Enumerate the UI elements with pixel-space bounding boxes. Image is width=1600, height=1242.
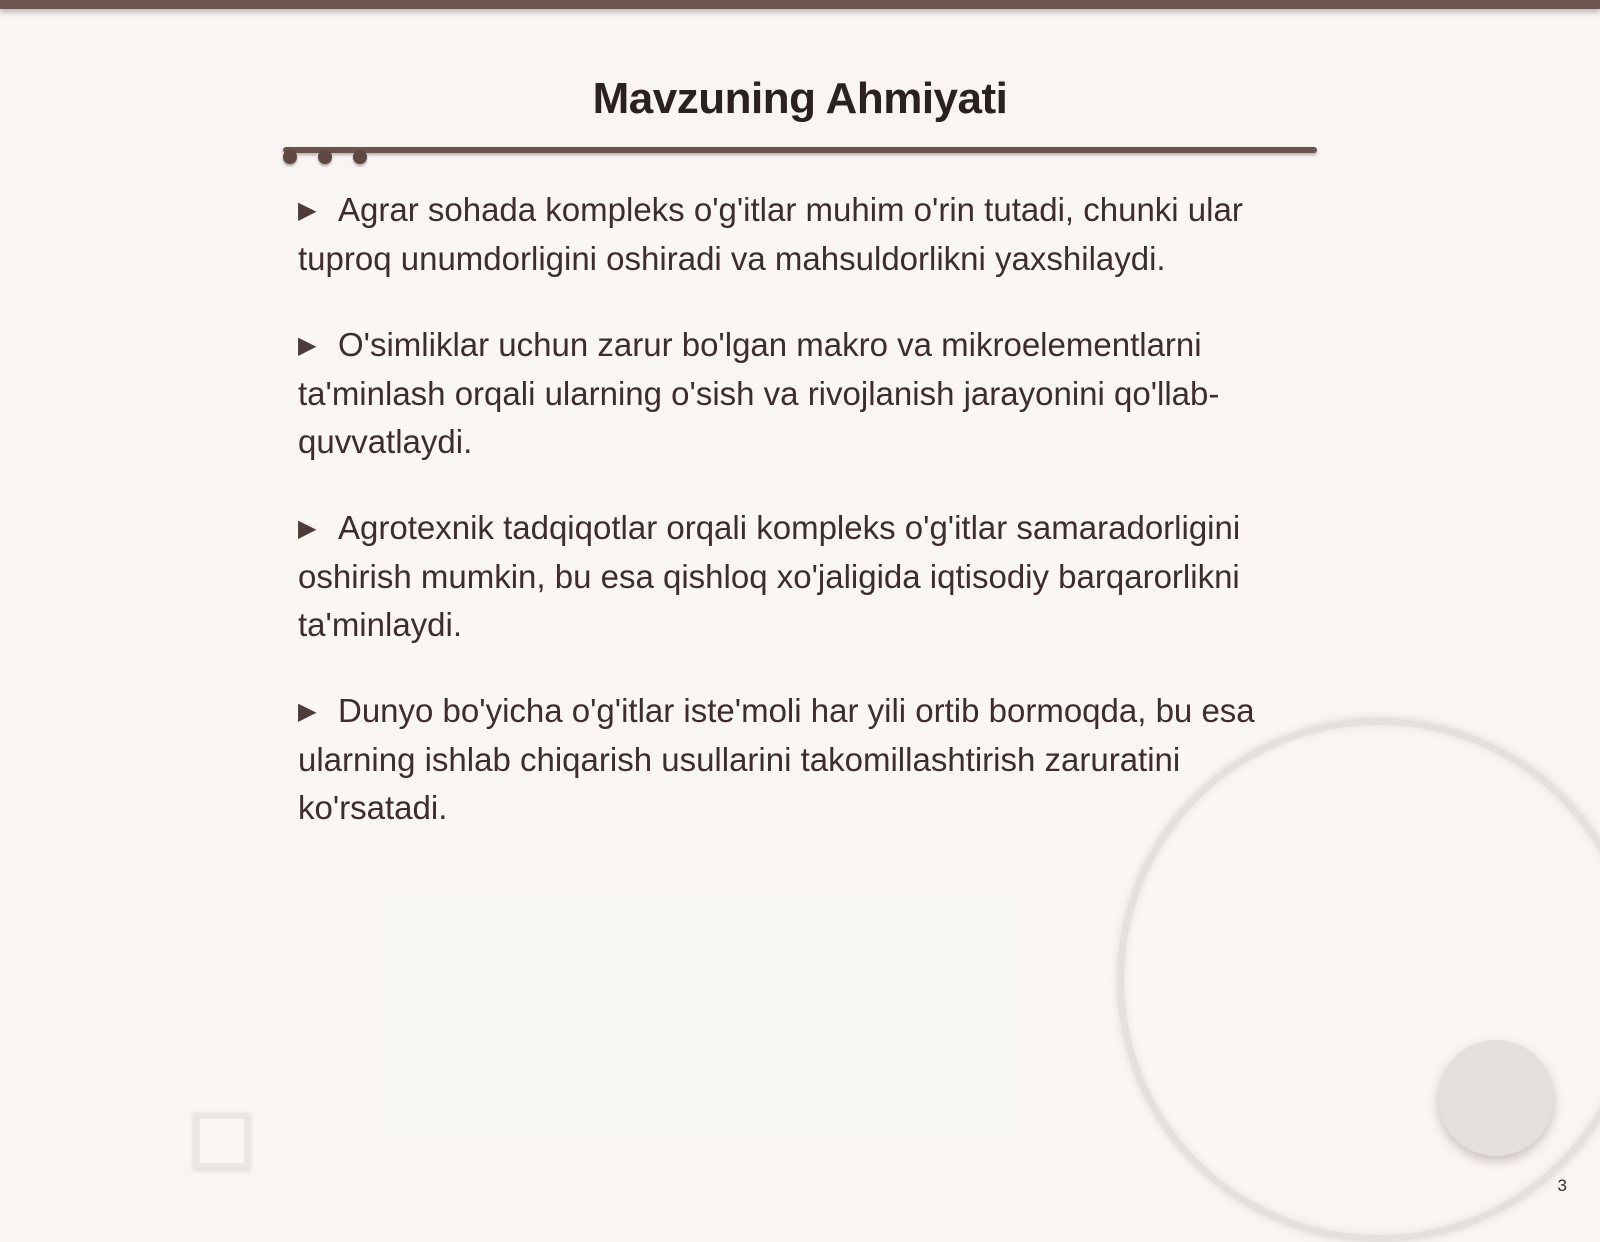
bullet-list: [298, 186, 1308, 870]
top-accent-bar: [0, 0, 1600, 9]
decorative-dot: [283, 150, 297, 164]
bullet-text: Agrar sohada kompleks o'g'itlar muhim o'rin tutadi, chunki ular tuproq unumdorligini oshiradi va mahsuldorlikni yaxshilaydi.: [298, 191, 1243, 277]
bullet-text: O'simliklar uchun zarur bo'lgan makro va mikroelementlarni ta'minlash orqali ularning o'sish va rivojlanish jarayonini qo'llab-quvvatlaydi.: [298, 326, 1220, 460]
decorative-dot: [353, 150, 367, 164]
slide-title: Mavzuning Ahmiyati: [592, 74, 1008, 123]
triangle-right-icon: ▶: [298, 332, 317, 359]
triangle-right-icon: ▶: [298, 515, 317, 542]
bullet-item: [298, 321, 1308, 466]
bullet-item: [298, 186, 1308, 283]
bullet-text: Agrotexnik tadqiqotlar orqali kompleks o'g'itlar samaradorligini oshirish mumkin, bu esa qishloq xo'jaligida iqtisodiy barqarorlikni ta'minlaydi.: [298, 509, 1241, 643]
title-underline: [283, 147, 1317, 153]
bullet-item: [298, 687, 1308, 832]
triangle-right-icon: ▶: [298, 197, 317, 224]
decorative-disc: [1438, 1040, 1554, 1156]
decorative-dot: [318, 150, 332, 164]
bullet-text: Dunyo bo'yicha o'g'itlar iste'moli har yili ortib bormoqda, bu esa ularning ishlab chiqarish usullarini takomillashtirish zaruratini ko'rsatadi.: [298, 692, 1255, 826]
bullet-item: [298, 504, 1308, 649]
triangle-right-icon: ▶: [298, 698, 317, 725]
slide-number: 3: [1557, 1176, 1567, 1195]
decorative-square: [194, 1113, 250, 1169]
